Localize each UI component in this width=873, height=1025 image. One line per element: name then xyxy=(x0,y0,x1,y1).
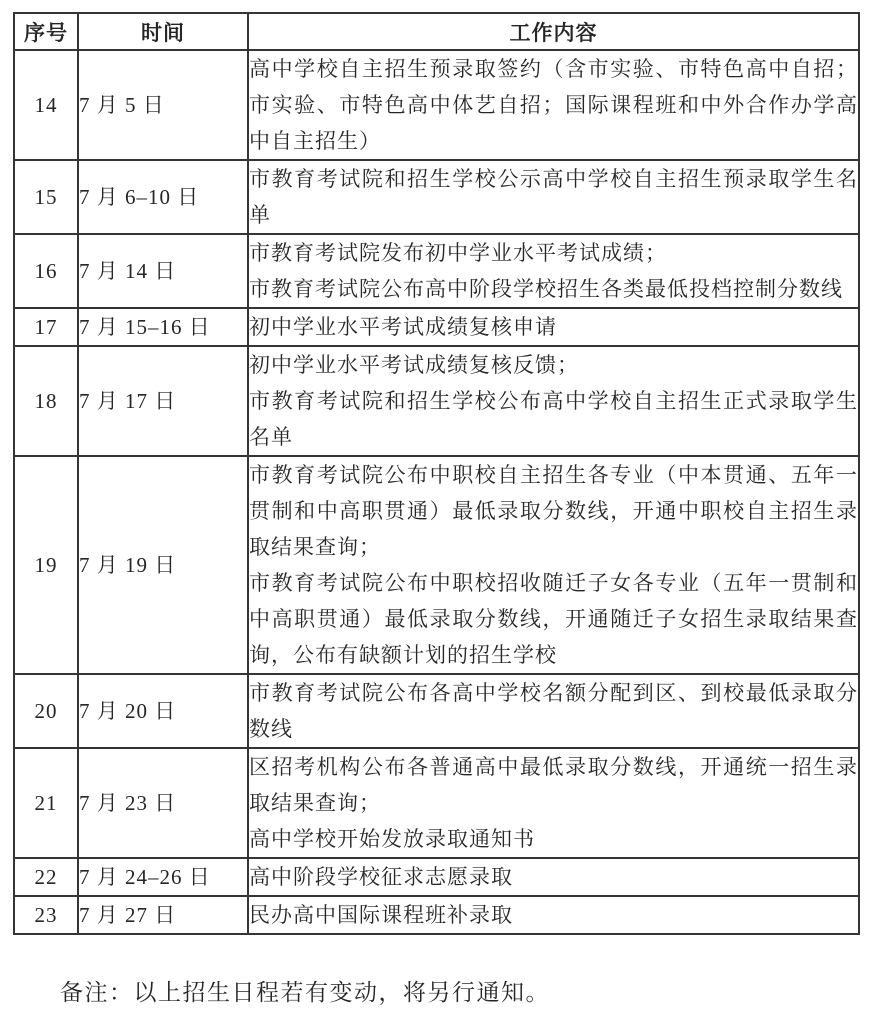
work-content-paragraph: 区招考机构公布各普通高中最低录取分数线，开通统一招生录取结果查询； xyxy=(249,755,858,815)
table-row xyxy=(14,346,859,456)
table-row xyxy=(14,308,859,346)
row-work-content xyxy=(248,858,859,896)
schedule-table-body xyxy=(14,50,859,934)
header-seq-number: 序号 xyxy=(14,13,78,50)
schedule-table xyxy=(13,12,860,935)
row-work-content xyxy=(248,674,859,748)
table-row xyxy=(14,858,859,896)
work-content-paragraph: 市教育考试院发布初中学业水平考试成绩； xyxy=(249,241,667,265)
row-seq-number: 21 xyxy=(14,748,78,858)
row-time: 7 月 19 日 xyxy=(78,456,248,674)
row-seq-number: 20 xyxy=(14,674,78,748)
row-work-content xyxy=(248,896,859,934)
row-time: 7 月 15–16 日 xyxy=(78,308,248,346)
row-seq-number: 17 xyxy=(14,308,78,346)
work-content-paragraph: 市教育考试院公布各高中学校名额分配到区、到校最低录取分数线 xyxy=(249,681,858,741)
row-work-content xyxy=(248,160,859,234)
work-content-paragraph: 初中学业水平考试成绩复核反馈； xyxy=(249,353,579,377)
table-row xyxy=(14,50,859,160)
row-time: 7 月 23 日 xyxy=(78,748,248,858)
row-seq-number: 16 xyxy=(14,234,78,308)
table-row xyxy=(14,674,859,748)
row-seq-number: 14 xyxy=(14,50,78,160)
row-work-content xyxy=(248,456,859,674)
row-work-content xyxy=(248,748,859,858)
work-content-paragraph: 高中学校自主招生预录取签约（含市实验、市特色高中自招；市实验、市特色高中体艺自招；国际课程班和中外合作办学高中自主招生） xyxy=(249,57,858,153)
row-seq-number: 23 xyxy=(14,896,78,934)
table-row xyxy=(14,234,859,308)
work-content-paragraph: 市教育考试院和招生学校公示高中学校自主招生预录取学生名单 xyxy=(249,167,858,227)
table-row xyxy=(14,456,859,674)
table-row xyxy=(14,748,859,858)
row-work-content xyxy=(248,50,859,160)
table-header-row xyxy=(14,13,859,50)
row-seq-number: 22 xyxy=(14,858,78,896)
row-seq-number: 15 xyxy=(14,160,78,234)
work-content-paragraph: 市教育考试院公布高中阶段学校招生各类最低投档控制分数线 xyxy=(249,277,843,301)
row-time: 7 月 24–26 日 xyxy=(78,858,248,896)
row-work-content xyxy=(248,346,859,456)
header-time: 时间 xyxy=(78,13,248,50)
row-seq-number: 18 xyxy=(14,346,78,456)
document-page xyxy=(0,12,873,1025)
work-content-paragraph: 民办高中国际课程班补录取 xyxy=(249,903,513,927)
row-time: 7 月 27 日 xyxy=(78,896,248,934)
table-row xyxy=(14,896,859,934)
table-row xyxy=(14,160,859,234)
row-work-content xyxy=(248,308,859,346)
row-time: 7 月 14 日 xyxy=(78,234,248,308)
work-content-paragraph: 高中学校开始发放录取通知书 xyxy=(249,827,535,851)
work-content-paragraph: 市教育考试院公布中职校自主招生各专业（中本贯通、五年一贯制和中高职贯通）最低录取分数线，开通中职校自主招生录取结果查询； xyxy=(249,463,858,559)
row-time: 7 月 6–10 日 xyxy=(78,160,248,234)
row-seq-number: 19 xyxy=(14,456,78,674)
work-content-paragraph: 市教育考试院公布中职校招收随迁子女各专业（五年一贯制和中高职贯通）最低录取分数线，开通随迁子女招生录取结果查询，公布有缺额计划的招生学校 xyxy=(249,571,858,667)
row-time: 7 月 20 日 xyxy=(78,674,248,748)
header-work-content: 工作内容 xyxy=(248,13,859,50)
row-time: 7 月 17 日 xyxy=(78,346,248,456)
work-content-paragraph: 市教育考试院和招生学校公布高中学校自主招生正式录取学生名单 xyxy=(249,389,858,449)
footnote: 备注：以上招生日程若有变动，将另行通知。 xyxy=(60,980,550,1005)
row-work-content xyxy=(248,234,859,308)
work-content-paragraph: 初中学业水平考试成绩复核申请 xyxy=(249,315,557,339)
work-content-paragraph: 高中阶段学校征求志愿录取 xyxy=(249,865,513,889)
row-time: 7 月 5 日 xyxy=(78,50,248,160)
